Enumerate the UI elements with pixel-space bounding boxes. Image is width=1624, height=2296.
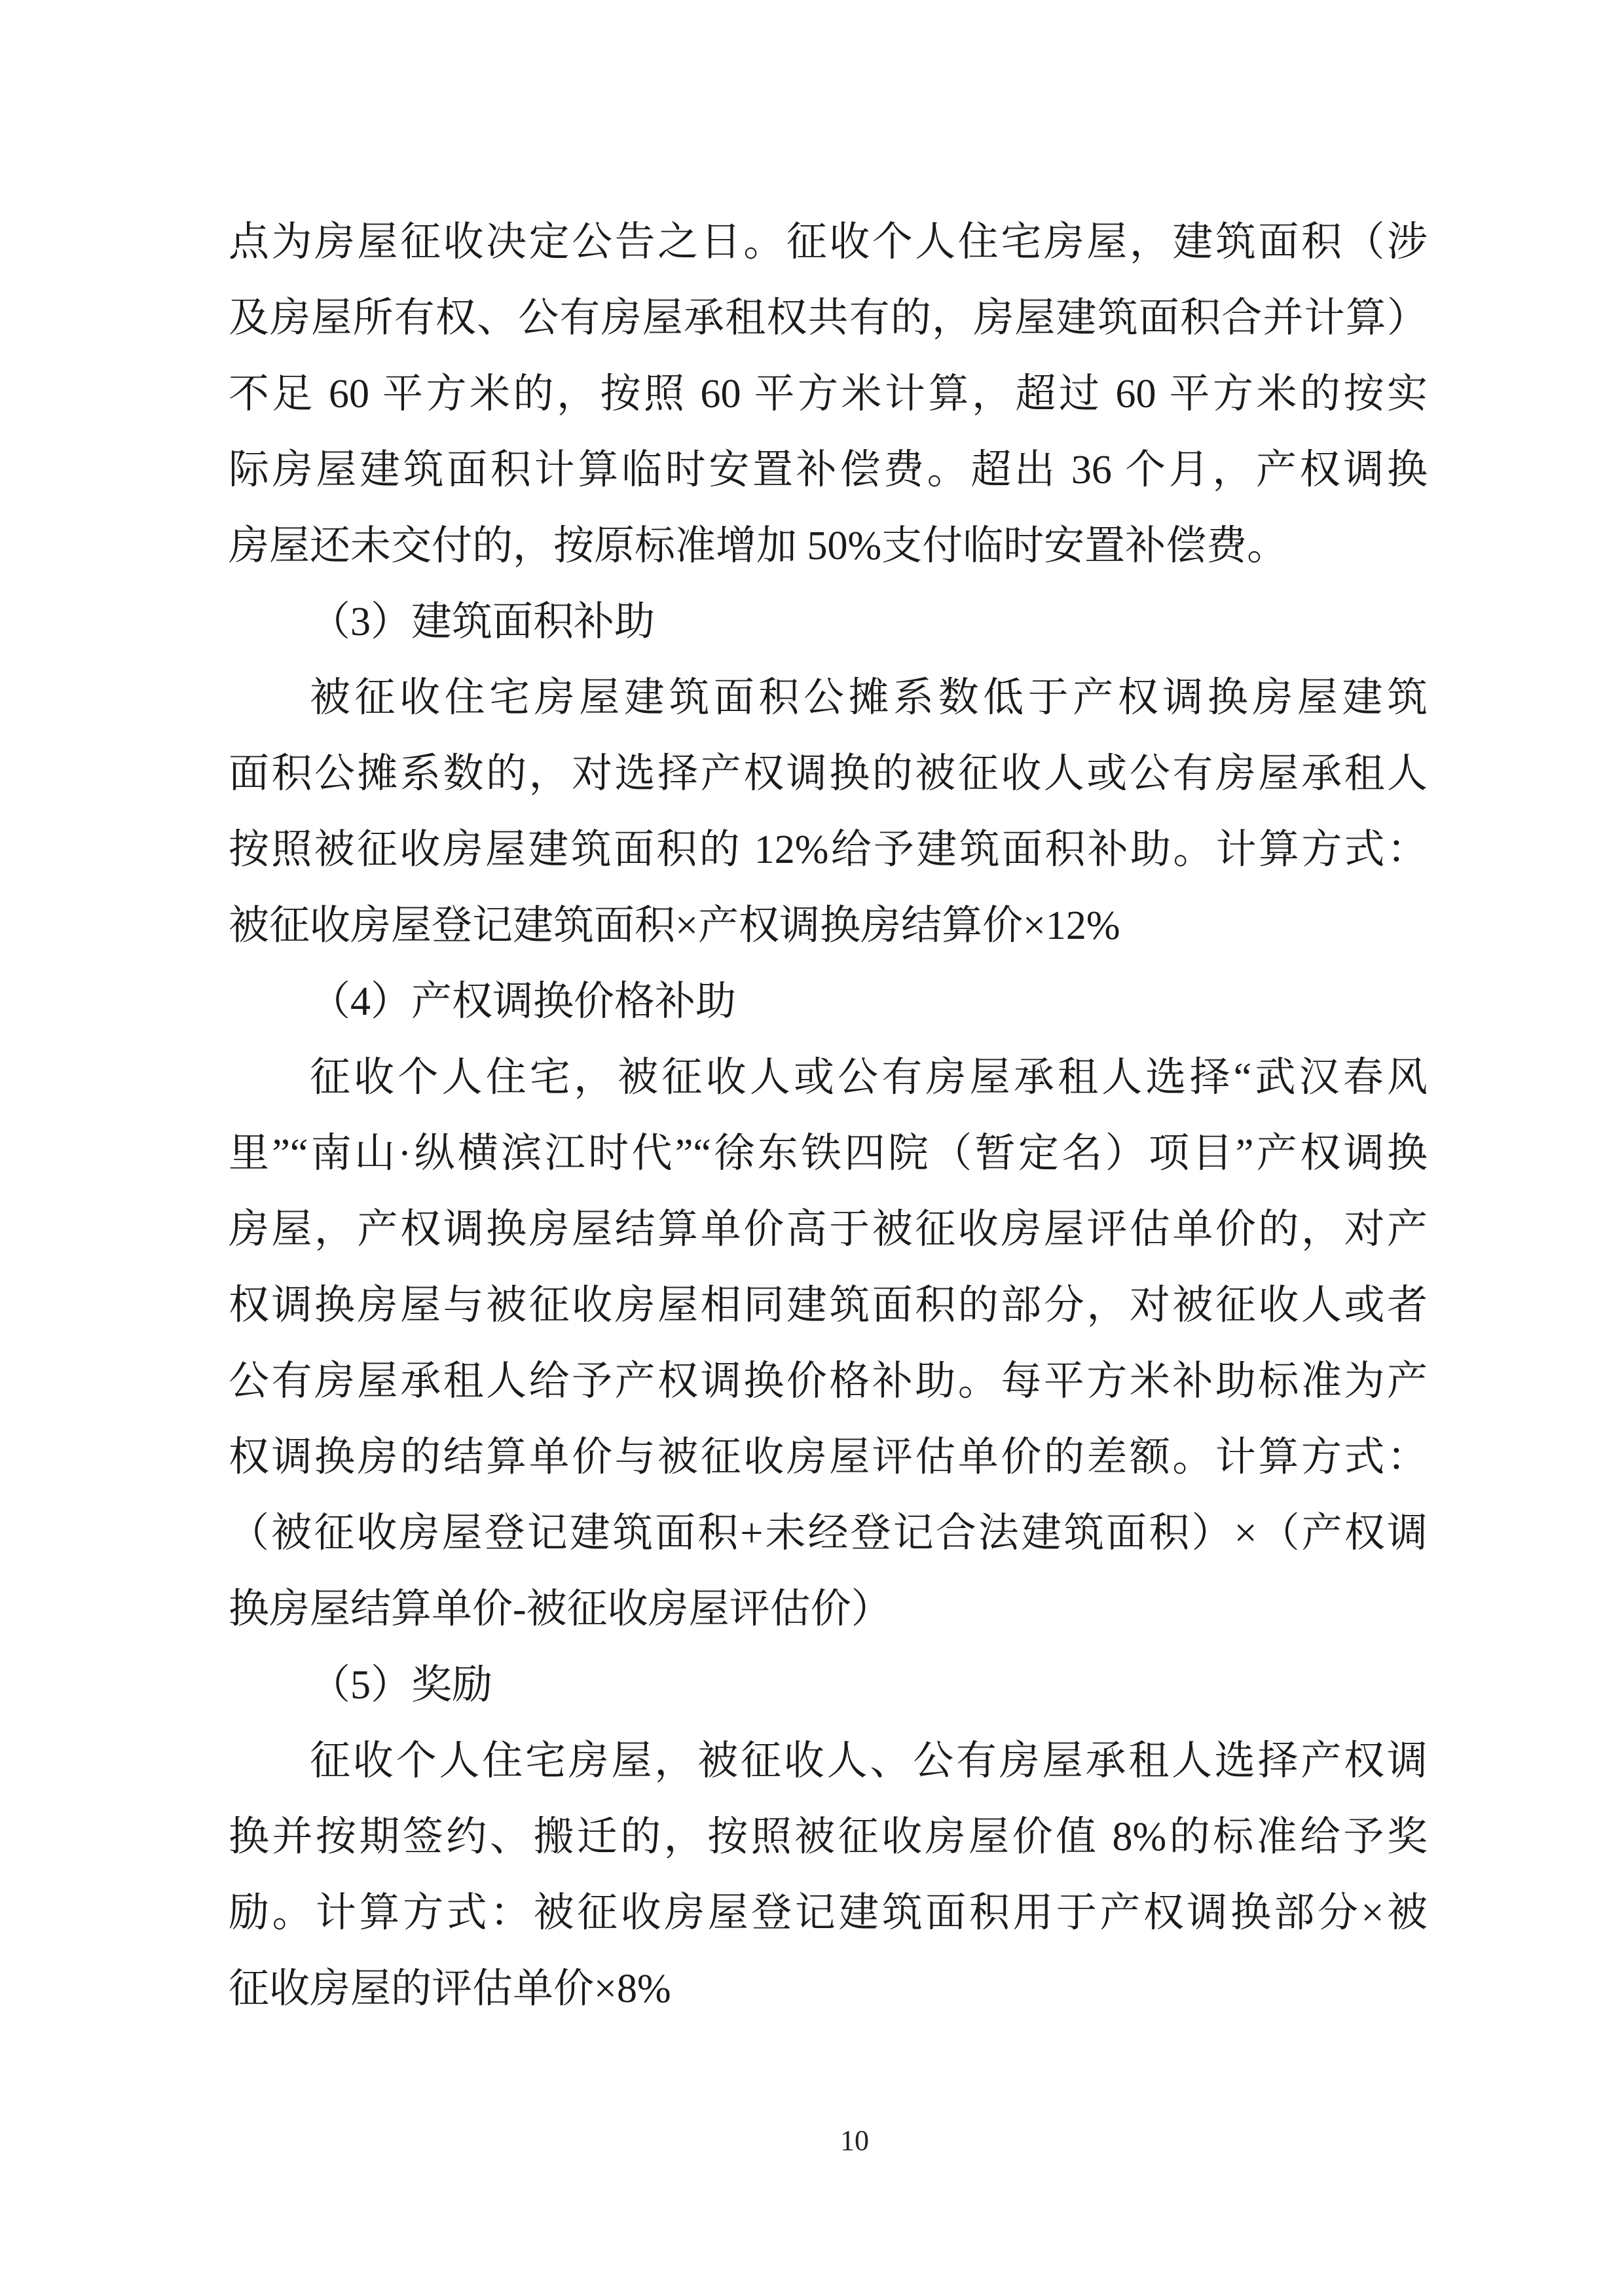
text-line: 及房屋所有权、公有房屋承租权共有的，房屋建筑面积合并计算） (229, 296, 1428, 340)
text-line: 点为房屋征收决定公告之日。征收个人住宅房屋，建筑面积（涉 (229, 220, 1428, 264)
text-line: 被征收房屋登记建筑面积×产权调换房结算价×12% (229, 903, 1120, 948)
text-line: 换房屋结算单价-被征收房屋评估价） (229, 1587, 892, 1631)
text-line: 按照被征收房屋建筑面积的 12%给予建筑面积补助。计算方式： (229, 828, 1428, 872)
page-number: 10 (840, 2124, 869, 2157)
text-line: 征收房屋的评估单价×8% (229, 1967, 671, 2011)
text-line: 励。计算方式：被征收房屋登记建筑面积用于产权调换部分×被 (229, 1891, 1428, 1935)
text-line: 面积公摊系数的，对选择产权调换的被征收人或公有房屋承租人 (229, 752, 1428, 796)
text-line: 房屋，产权调换房屋结算单价高于被征收房屋评估单价的，对产 (229, 1207, 1428, 1252)
text-line: 权调换房屋与被征收房屋相同建筑面积的部分，对被征收人或者 (229, 1283, 1428, 1328)
text-line: 际房屋建筑面积计算临时安置补偿费。超出 36 个月，产权调换 (229, 448, 1428, 492)
text-line: 换并按期签约、搬迁的，按照被征收房屋价值 8%的标准给予奖 (229, 1815, 1428, 1859)
text-line: （3）建筑面积补助 (310, 600, 655, 644)
text-line: 权调换房的结算单价与被征收房屋评估单价的差额。计算方式： (229, 1435, 1428, 1480)
text-line: （4）产权调换价格补助 (310, 979, 737, 1024)
text-line: 被征收住宅房屋建筑面积公摊系数低于产权调换房屋建筑 (310, 676, 1428, 720)
text-line: 征收个人住宅，被征收人或公有房屋承租人选择“武汉春风 (310, 1055, 1428, 1100)
document-text-block (229, 204, 1428, 2027)
text-line: 不足 60 平方米的，按照 60 平方米计算，超过 60 平方米的按实 (229, 372, 1428, 416)
text-line: 里”“南山·纵横滨江时代”“徐东铁四院（暂定名）项目”产权调换 (229, 1131, 1428, 1176)
text-line: 公有房屋承租人给予产权调换价格补助。每平方米补助标准为产 (229, 1359, 1428, 1404)
text-line: （5）奖励 (310, 1663, 493, 1707)
text-line: （被征收房屋登记建筑面积+未经登记合法建筑面积）×（产权调 (229, 1511, 1428, 1556)
text-line: 房屋还未交付的，按原标准增加 50%支付临时安置补偿费。 (229, 524, 1288, 568)
text-line: 征收个人住宅房屋，被征收人、公有房屋承租人选择产权调 (310, 1739, 1428, 1783)
